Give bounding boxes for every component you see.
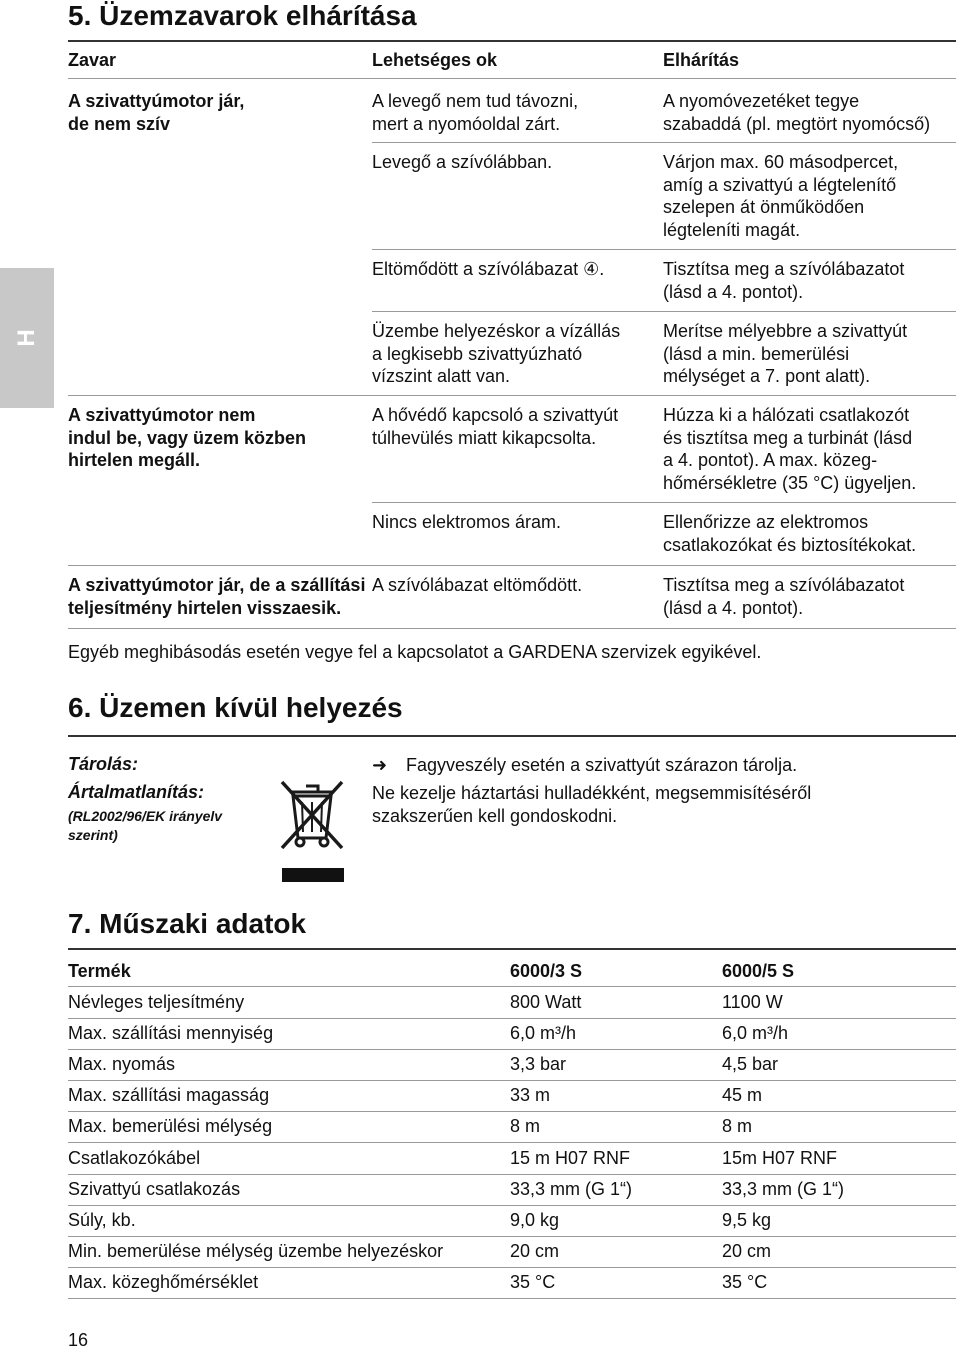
spec-rule (68, 1298, 956, 1299)
spec-row-value: 15 m H07 RNF (510, 1147, 631, 1168)
section6-title: 6. Üzemen kívül helyezés (68, 692, 403, 723)
spec-row-value: 8 m (722, 1116, 753, 1137)
spec-rule (68, 1174, 956, 1175)
spec-row-value: 4,5 bar (722, 1054, 779, 1075)
remedy-1-3: Tisztítsa meg a szívólábazatot (lásd a 4. pontot). (663, 259, 905, 302)
troubleshoot-header-problem: Zavar (68, 50, 117, 70)
storage-label: Tárolás: (68, 754, 139, 774)
remedy-2-1: Húzza ki a hálózati csatlakozót és tisztítsa meg a turbinát (lásd a 4. pontot). A max. közeg- hőmérsékletre (35 °C) ügyeljen. (663, 405, 917, 493)
section7-title: 7. Műszaki adatok (68, 908, 307, 939)
spec-rule (68, 1236, 956, 1237)
spec-rule (68, 1205, 956, 1206)
spec-row-label: Max. nyomás (68, 1054, 176, 1075)
problem-2: A szivattyúmotor nem indul be, vagy üzem közben hirtelen megáll. (68, 405, 307, 470)
row-rule (372, 311, 956, 312)
spec-header-model-a: 6000/3 S (510, 961, 583, 981)
spec-row-value: 15m H07 RNF (722, 1147, 838, 1168)
row-rule (372, 249, 956, 250)
spec-row-value: 6,0 m³/h (510, 1023, 577, 1044)
problem-1: A szivattyúmotor jár, de nem szív (68, 91, 245, 134)
section7-top-rule (68, 948, 956, 950)
spec-row-label: Súly, kb. (68, 1209, 136, 1230)
spec-row-value: 8 m (510, 1116, 541, 1137)
spec-rule (68, 1142, 956, 1143)
spec-row-value: 3,3 bar (510, 1054, 567, 1075)
spec-row-value: 20 cm (722, 1240, 772, 1261)
cause-1-2: Levegő a szívólábban. (372, 152, 553, 172)
spec-row-value: 9,0 kg (510, 1209, 560, 1230)
spec-header-product: Termék (68, 961, 131, 981)
spec-row-label: Max. bemerülési mélység (68, 1116, 273, 1137)
spec-row-label: Névleges teljesítmény (68, 992, 245, 1012)
section5-top-rule (68, 40, 956, 42)
disposal-label: Ártalmatlanítás: (68, 782, 205, 802)
cause-2-2: Nincs elektromos áram. (372, 512, 562, 532)
spec-row-value: 45 m (722, 1085, 763, 1106)
spec-rule (68, 986, 956, 987)
table-bottom-rule (68, 628, 956, 629)
spec-row-label: Szivattyú csatlakozás (68, 1178, 241, 1199)
troubleshoot-header-cause: Lehetséges ok (372, 50, 498, 70)
cause-2-1: A hővédő kapcsoló a szivattyút túlhevülés miatt kikapcsolta. (372, 405, 619, 448)
page-number: 16 (68, 1330, 89, 1350)
spec-row-label: Min. bemerülése mélység üzembe helyezéskor (68, 1240, 444, 1261)
spec-row-value: 35 °C (722, 1271, 768, 1292)
spec-header-model-b: 6000/5 S (722, 961, 795, 981)
spec-row-value: 800 Watt (510, 992, 582, 1012)
spec-rule (68, 1018, 956, 1019)
header-rule (68, 78, 956, 79)
arrow-right-icon: ➜ (372, 755, 388, 775)
spec-row-label: Csatlakozókábel (68, 1147, 201, 1168)
spec-row-label: Max. szállítási mennyiség (68, 1023, 274, 1044)
spec-rule (68, 1080, 956, 1081)
spec-row-value: 33,3 mm (G 1“) (722, 1178, 845, 1199)
cause-3-1: A szívólábazat eltömődött. (372, 575, 583, 595)
spec-row-value: 35 °C (510, 1271, 556, 1292)
remedy-1-1: A nyomóvezetéket tegye szabaddá (pl. megtört nyomócső) (663, 91, 931, 134)
problem-3: A szivattyúmotor jár, de a szállítási teljesítmény hirtelen visszaesik. (68, 575, 366, 618)
spec-row-value: 6,0 m³/h (722, 1023, 789, 1044)
row-rule (372, 502, 956, 503)
spec-row-value: 33 m (510, 1085, 551, 1106)
row-rule (372, 142, 956, 143)
spec-rule (68, 1049, 956, 1050)
disposal-instruction: Ne kezelje háztartási hulladékként, megsemmisítéséről szakszerűen kell gondoskodni. (372, 783, 812, 826)
remedy-3-1: Tisztítsa meg a szívólábazatot (lásd a 4. pontot). (663, 575, 905, 618)
remedy-1-4: Merítse mélyebbre a szivattyút (lásd a min. bemerülési mélységet a 7. pont alatt). (663, 321, 908, 386)
section5-title: 5. Üzemzavarok elhárítása (68, 0, 417, 31)
troubleshoot-header-remedy: Elhárítás (663, 50, 740, 70)
group-rule (68, 565, 956, 566)
spec-row-label: Max. szállítási magasság (68, 1085, 270, 1106)
remedy-1-2: Várjon max. 60 másodpercet, amíg a szivattyú a légtelenítő szelepen át önműködően légteleníti magát. (663, 152, 899, 240)
storage-instruction: ➜ Fagyveszély esetén a szivattyút szárazon tárolja. (372, 755, 798, 775)
spec-rule (68, 1267, 956, 1268)
cause-1-3: Eltömődött a szívólábazat ④. (372, 259, 605, 279)
group-rule (68, 395, 956, 396)
spec-row-value: 1100 W (722, 992, 783, 1012)
spec-rule (68, 1111, 956, 1112)
crossed-out-wheelie-bin-icon (276, 774, 348, 886)
spec-row-value: 33,3 mm (G 1“) (510, 1178, 633, 1199)
remedy-2-2: Ellenőrizze az elektromos csatlakozókat és biztosítékokat. (663, 512, 917, 555)
spec-row-value: 9,5 kg (722, 1209, 772, 1230)
section6-top-rule (68, 735, 956, 737)
service-note: Egyéb meghibásodás esetén vegye fel a kapcsolatot a GARDENA szervizek egyikével. (68, 642, 762, 662)
spec-row-value: 20 cm (510, 1240, 560, 1261)
directive-note: (RL2002/96/EK irányelv szerint) (68, 808, 223, 843)
language-tab (0, 268, 54, 408)
language-tab-label: H (13, 329, 40, 347)
spec-row-label: Max. közeghőmérséklet (68, 1271, 259, 1292)
cause-1-4: Üzembe helyezéskor a vízállás a legkisebb szivattyúzható vízszint alatt van. (372, 321, 621, 386)
cause-1-1: A levegő nem tud távozni, mert a nyomóoldal zárt. (372, 91, 579, 134)
